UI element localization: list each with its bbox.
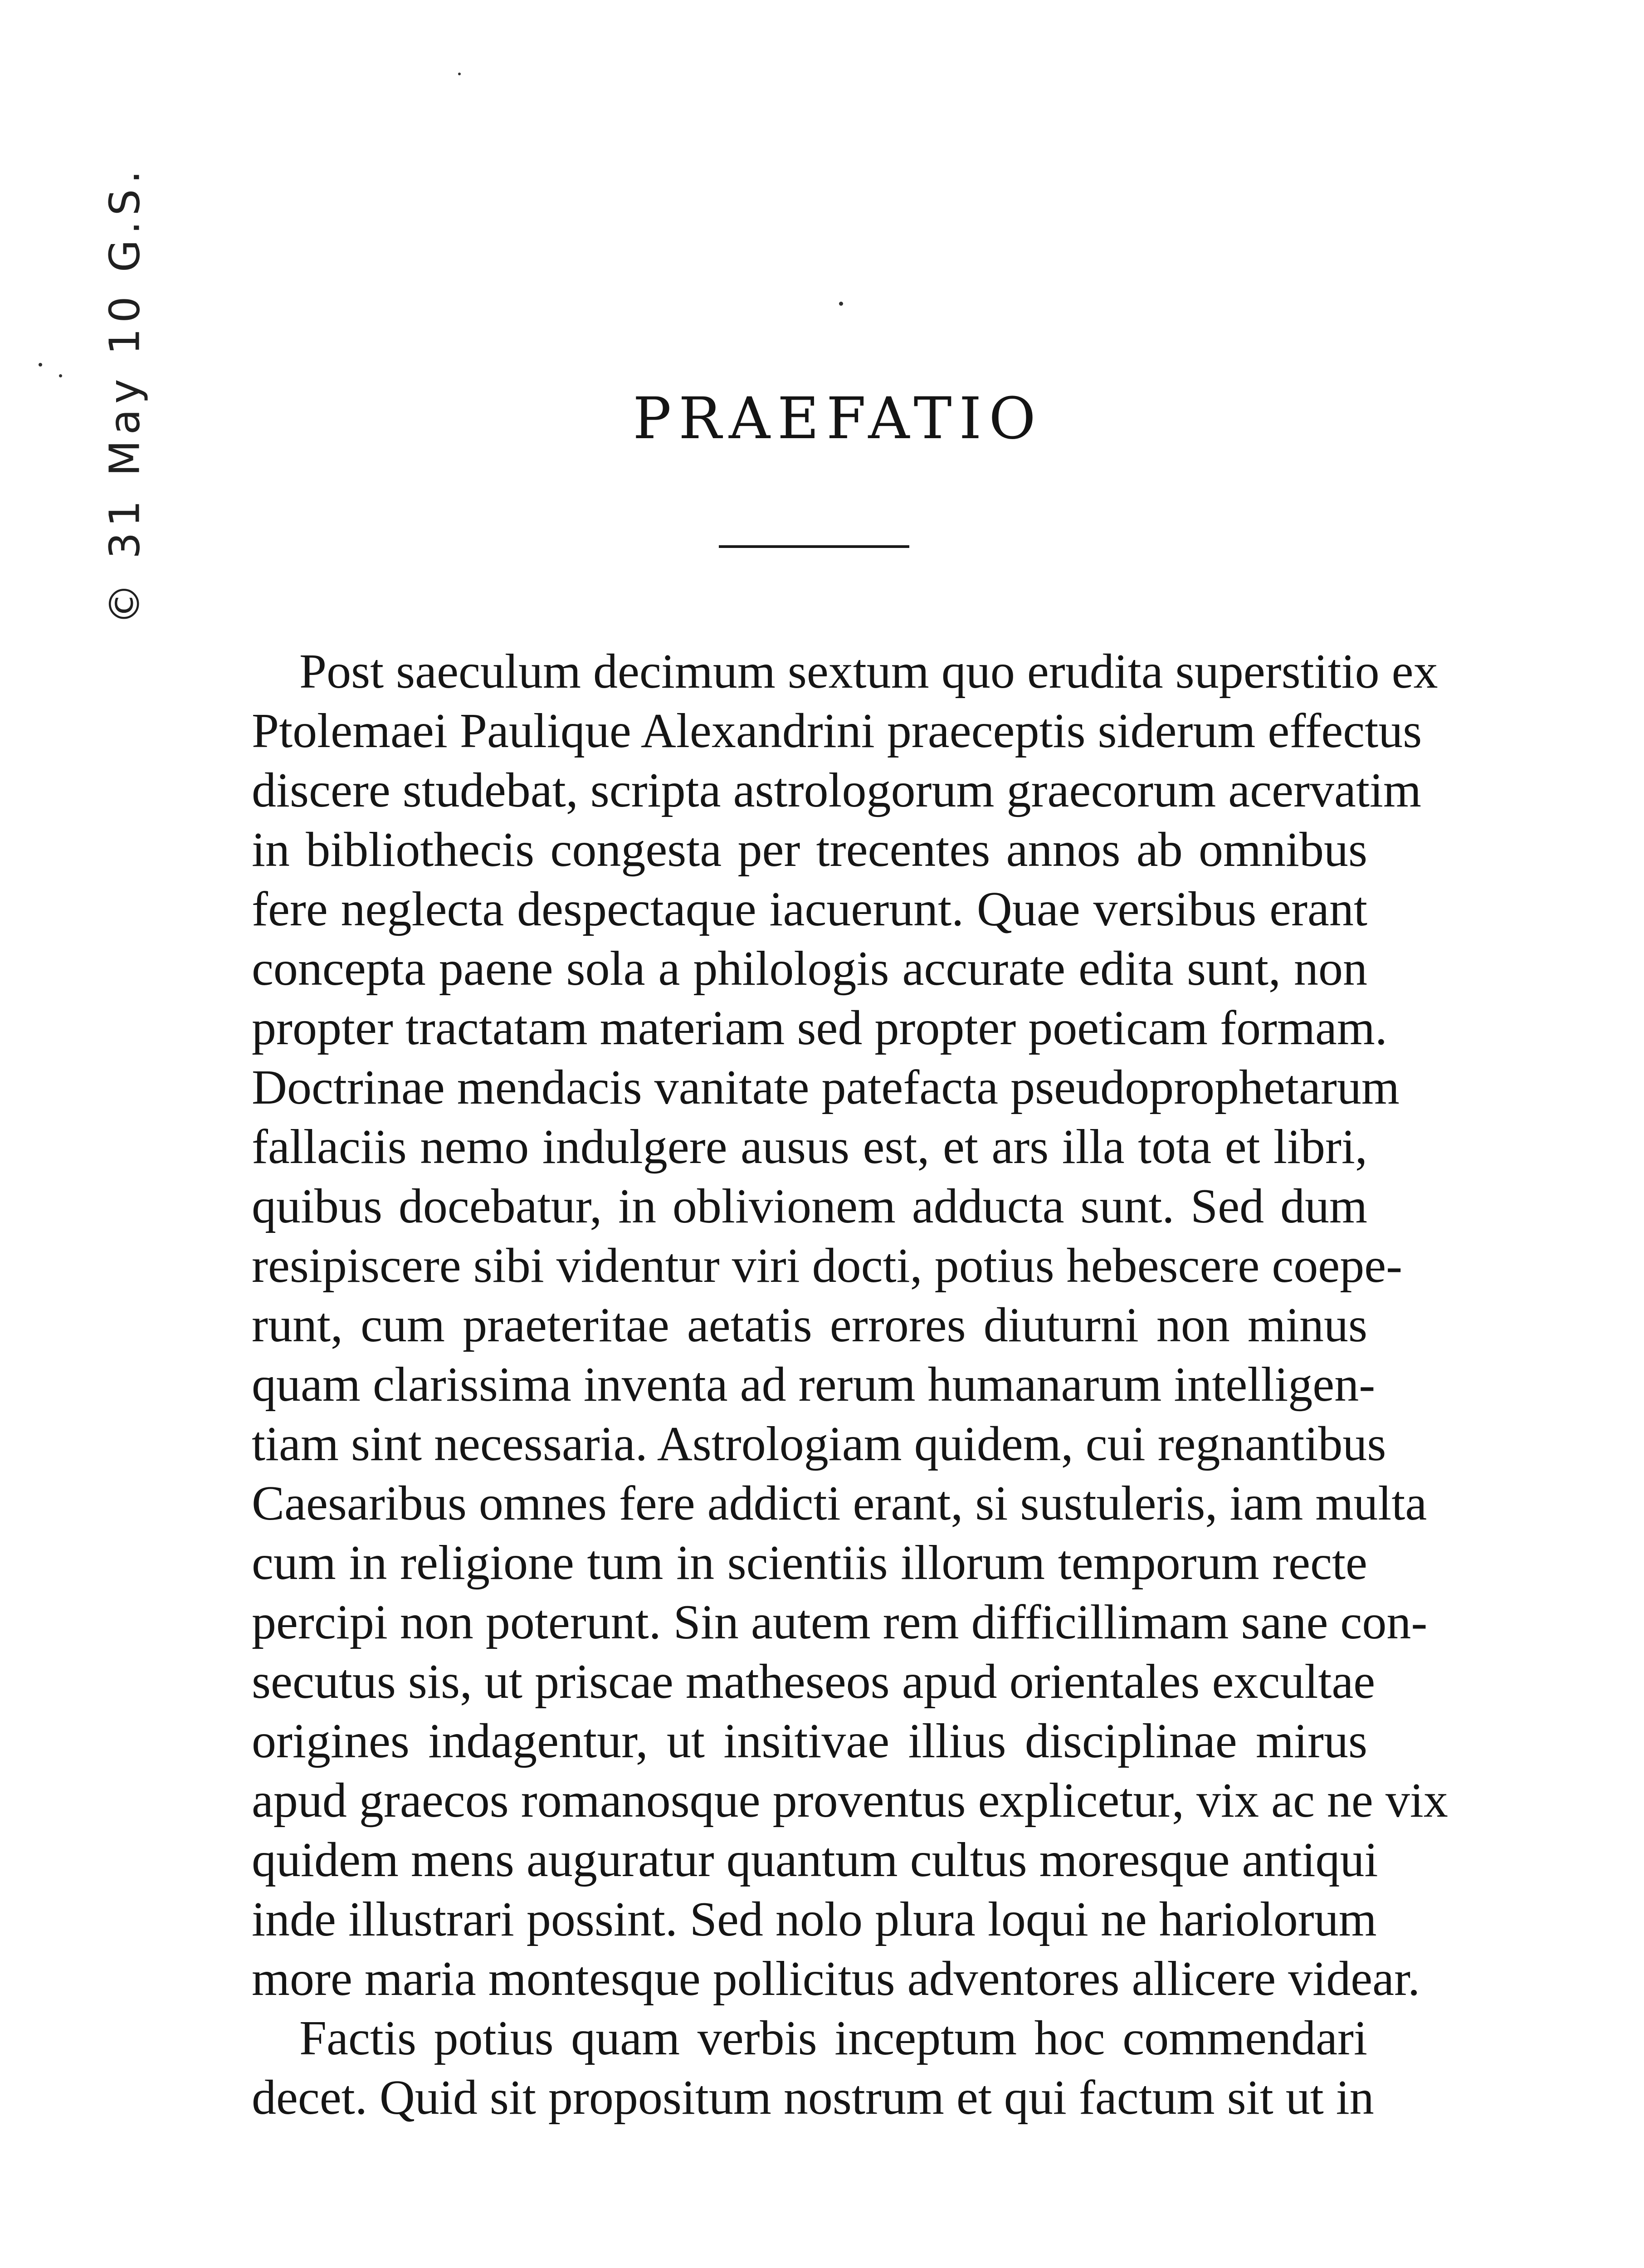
- text-line: runt, cum praeteritae aetatis errores diuturni non minus: [252, 1298, 1367, 1352]
- text-line: Ptolemaei Paulique Alexandrini praeceptis siderum effectus: [252, 704, 1422, 758]
- text-line: apud graecos romanosque proventus explicetur, vix ac ne vix: [252, 1774, 1448, 1828]
- text-line: origines indagentur, ut insitivae illius disciplinae mirus: [252, 1714, 1367, 1768]
- paragraph-2: [252, 2009, 1374, 2127]
- scan-speck: [59, 374, 62, 377]
- scan-speck: [839, 302, 843, 306]
- text-line: concepta paene sola a philologis accurate edita sunt, non: [252, 942, 1367, 996]
- scan-speck: [458, 73, 461, 75]
- page-title: PRAEFATIO: [633, 385, 1043, 452]
- text-line: percipi non poterunt. Sin autem rem difficillimam sane con-: [252, 1595, 1428, 1649]
- text-line: discere studebat, scripta astrologorum graecorum acervatim: [252, 763, 1421, 817]
- text-line: more maria montesque pollicitus adventores allicere videar.: [252, 1952, 1420, 2006]
- text-line: inde illustrari possint. Sed nolo plura loqui ne hariolorum: [252, 1892, 1377, 1946]
- text-line: propter tractatam materiam sed propter poeticam formam.: [252, 1001, 1387, 1055]
- paragraph-1: [252, 642, 1448, 2009]
- text-line: Caesaribus omnes fere addicti erant, si sustuleris, iam multa: [252, 1476, 1427, 1530]
- preface-body: [252, 642, 1448, 2127]
- text-line: fallaciis nemo indulgere ausus est, et ars illa tota et libri,: [252, 1120, 1367, 1174]
- text-line: tiam sint necessaria. Astrologiam quidem, cui regnantibus: [252, 1417, 1386, 1471]
- text-line: fere neglecta despectaque iacuerunt. Quae versibus erant: [252, 882, 1367, 936]
- margin-note-text: © 31 May 10 G.S.: [100, 165, 149, 625]
- scan-speck: [39, 363, 42, 367]
- text-line: Post saeculum decimum sextum quo erudita superstitio ex: [299, 645, 1438, 699]
- title-rule: [719, 545, 909, 548]
- text-line: quam clarissima inventa ad rerum humanarum intelligen-: [252, 1358, 1376, 1412]
- text-line: Doctrinae mendacis vanitate patefacta pseudoprophetarum: [252, 1061, 1400, 1114]
- text-line: cum in religione tum in scientiis illorum temporum recte: [252, 1536, 1367, 1590]
- text-line: quibus docebatur, in oblivionem adducta sunt. Sed dum: [252, 1179, 1367, 1233]
- text-line: decet. Quid sit propositum nostrum et qui factum sit ut in: [252, 2071, 1374, 2125]
- text-line: resipiscere sibi videntur viri docti, potius hebescere coepe-: [252, 1239, 1403, 1293]
- text-line: quidem mens auguratur quantum cultus moresque antiqui: [252, 1833, 1378, 1887]
- text-line: Factis potius quam verbis inceptum hoc commendari: [299, 2011, 1367, 2065]
- text-line: in bibliothecis congesta per trecentes annos ab omnibus: [252, 823, 1367, 877]
- text-line: secutus sis, ut priscae matheseos apud orientales excultae: [252, 1655, 1376, 1709]
